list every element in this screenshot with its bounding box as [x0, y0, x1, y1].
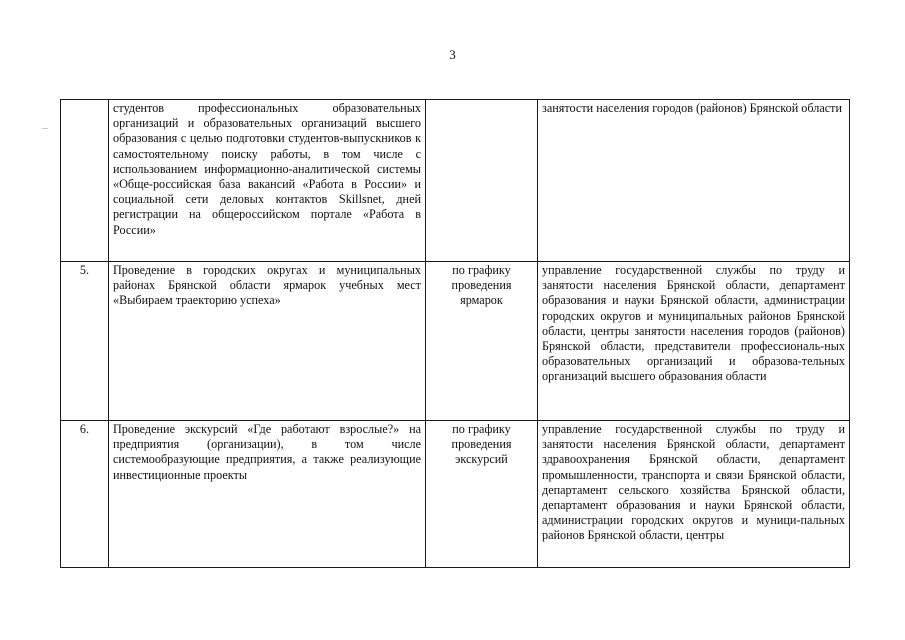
responsible-text: управление государственной службы по труду и занятости населения Брянской области, департамент здравоохранения Брянской области, департамент промышленности, транспорта и связи Брянской области, департамент сельского хозяйства Брянской области, департамент образования и науки Брянской области, администрации городских округов и муници-пальных районов Брянской области, центры [538, 421, 850, 568]
responsible-text: управление государственной службы по труду и занятости населения Брянской области, департамент образования и науки Брянской области, администрации городских округов и муниципальных районов Брянской области, центры занятости населения городов (районов) Брянской области, представители профессиональ-ных образовательных организаций и образова-тельных организаций высшего образования области [538, 262, 850, 421]
activity-text: Проведение в городских округах и муниципальных районах Брянской области ярмарок учебных мест «Выбираем траекторию успеха» [109, 262, 426, 421]
activity-text: студентов профессиональных образовательных организаций и образовательных организаций высшего образования с целью подготовки студентов-выпускников к самостоятельному поиску работы, в том числе с использованием информационно-аналитической системы «Обще-российская база вакансий «Работа в России» и социальной сети деловых контактов Skillsnet, дней регистрации на общероссийском портале «Работа в России» [109, 100, 426, 262]
row-number: 5. [61, 262, 109, 421]
table-row [61, 100, 850, 262]
table-row [61, 421, 850, 568]
margin-mark [42, 128, 48, 129]
row-number: 6. [61, 421, 109, 568]
table-row [61, 262, 850, 421]
activities-table [60, 99, 850, 568]
schedule-text: по графику проведения ярмарок [426, 262, 538, 421]
row-number [61, 100, 109, 262]
schedule-text: по графику проведения экскурсий [426, 421, 538, 568]
activity-text: Проведение экскурсий «Где работают взрослые?» на предприятия (организации), в том числе системообразующие предприятия, а также реализующие инвестиционные проекты [109, 421, 426, 568]
page-number: 3 [449, 47, 456, 62]
responsible-text: занятости населения городов (районов) Брянской области [538, 100, 850, 262]
schedule-text [426, 100, 538, 262]
